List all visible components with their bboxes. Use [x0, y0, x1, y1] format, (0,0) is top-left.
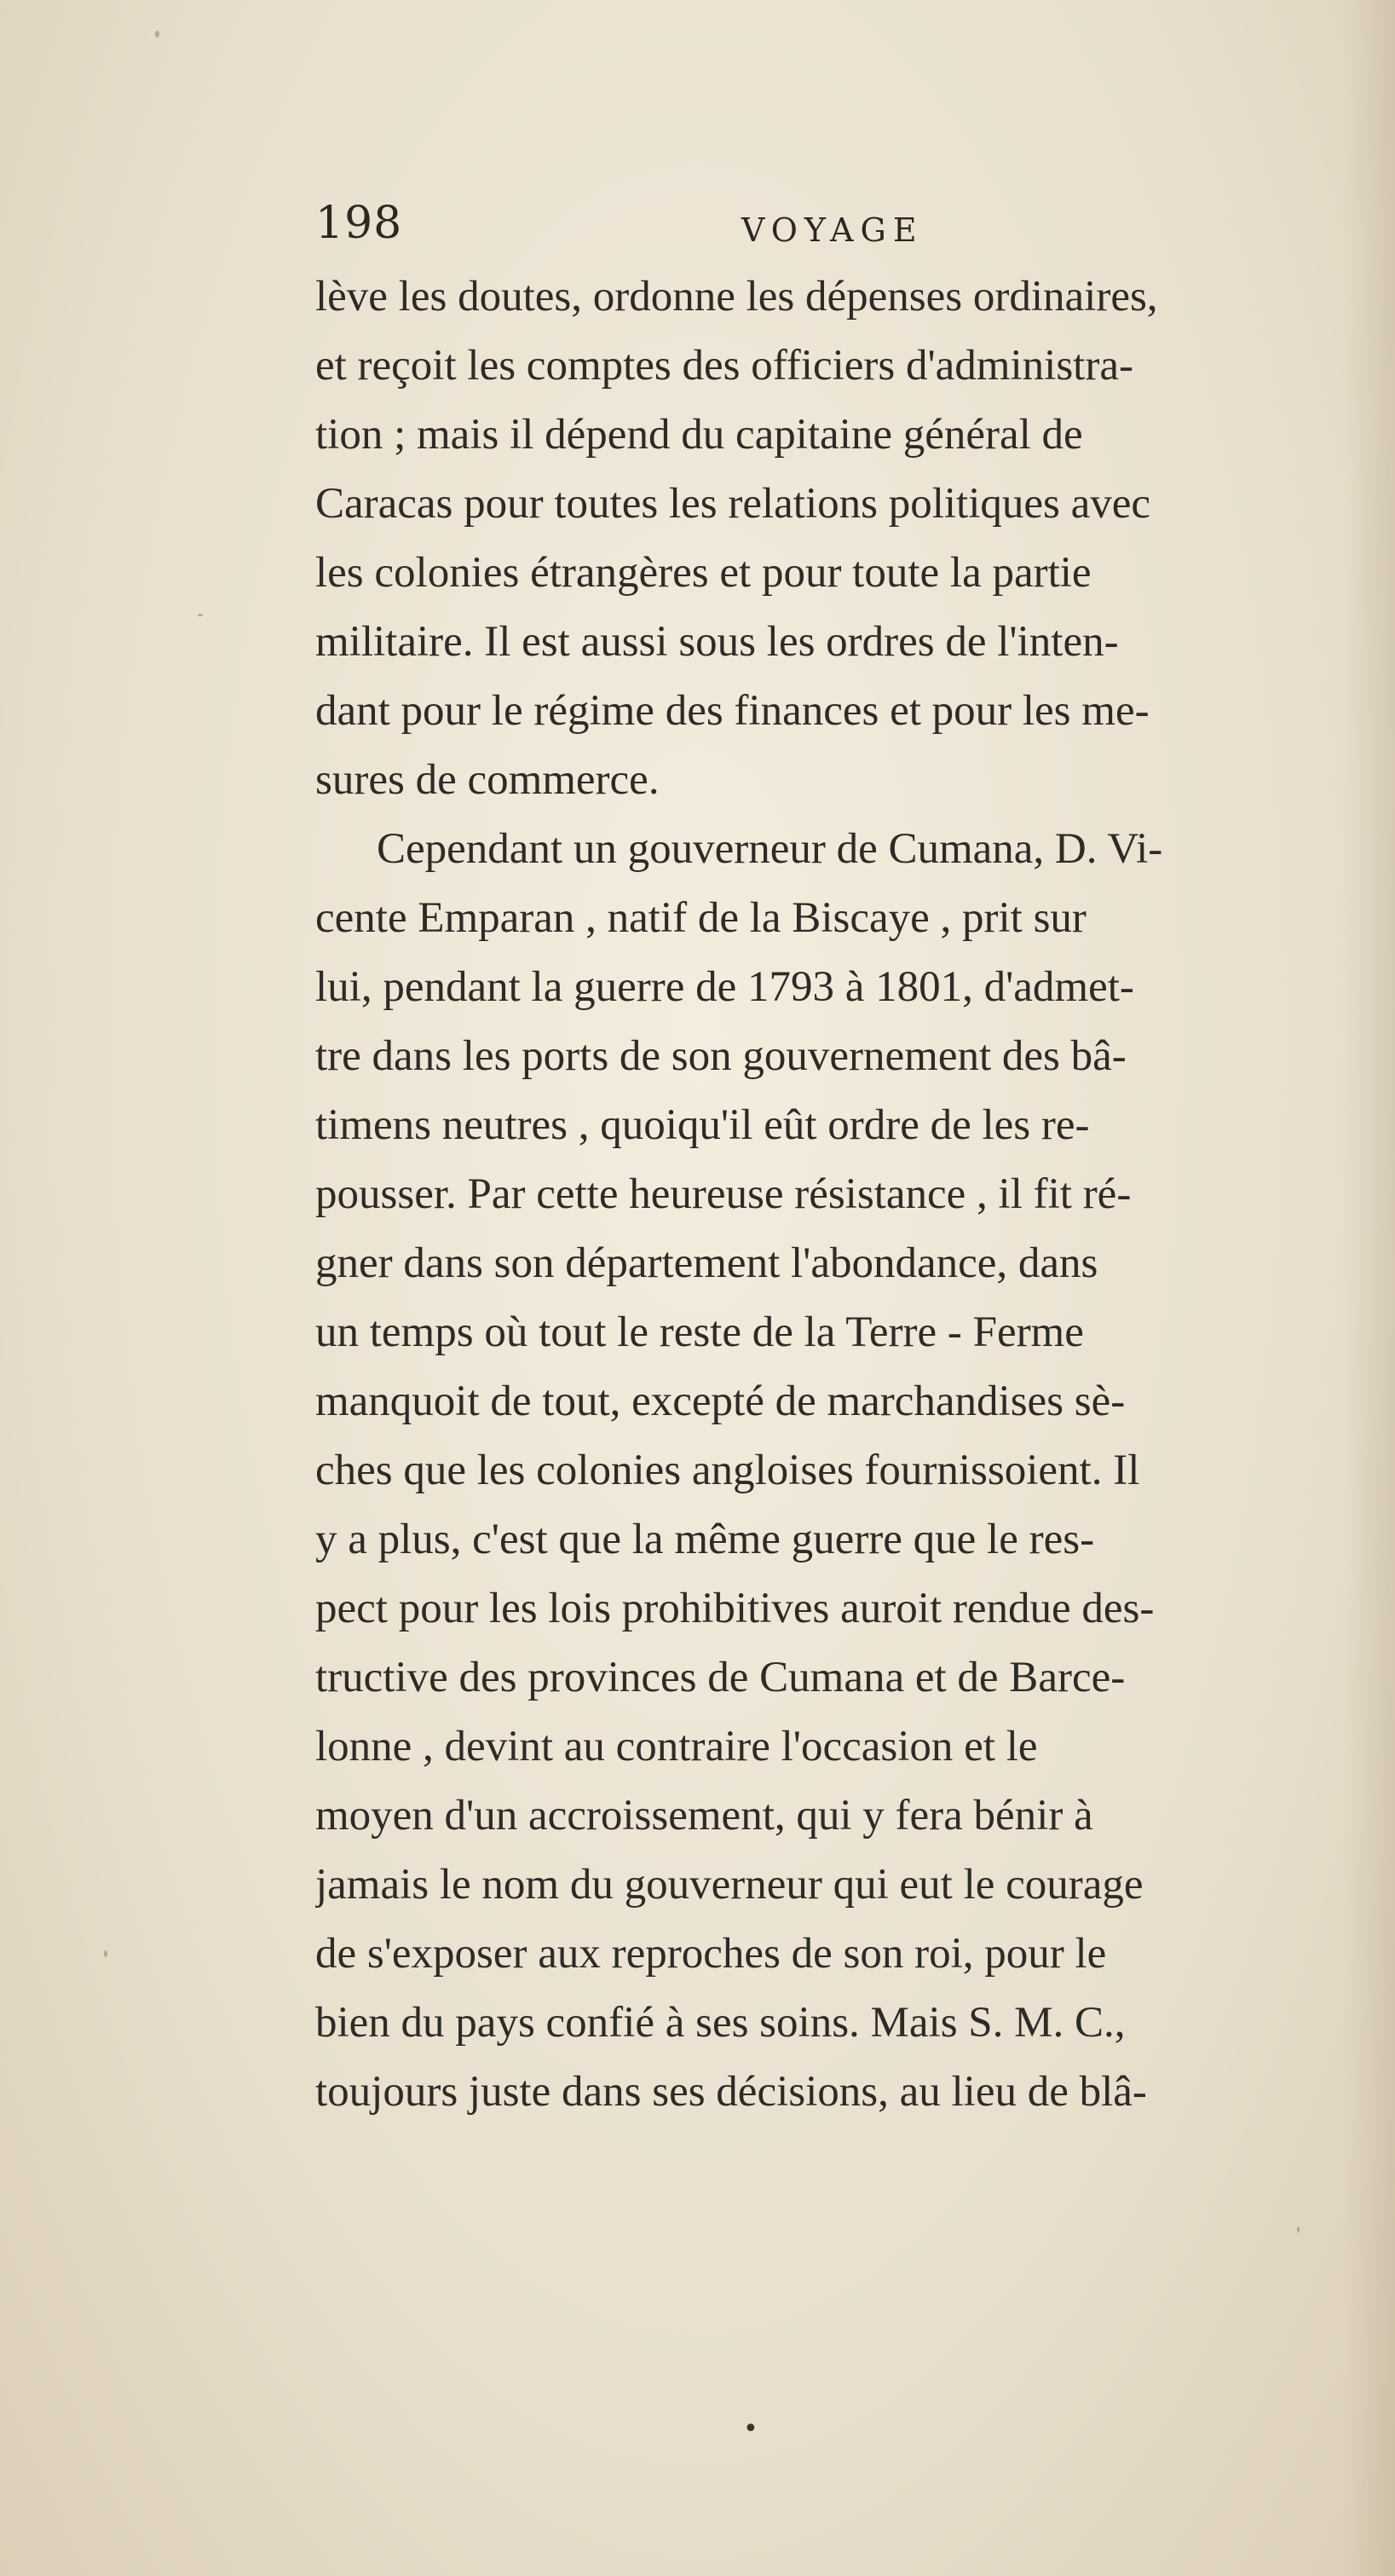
text-line: moyen d'un accroissement, qui y fera bénir à — [315, 1792, 1093, 1840]
text-line: les colonies étrangères et pour toute la partie — [315, 549, 1092, 597]
text-line: et reçoit les comptes des officiers d'administra- — [315, 342, 1133, 390]
text-line: dant pour le régime des finances et pour les me- — [315, 687, 1150, 735]
text-line: Caracas pour toutes les relations politiques avec — [315, 480, 1151, 528]
text-line: ches que les colonies angloises fournissoient. Il — [315, 1447, 1140, 1494]
text-line: tructive des provinces de Cumana et de Barce- — [315, 1654, 1126, 1701]
running-head: VOYAGE — [741, 211, 924, 249]
text-line: y a plus, c'est que la même guerre que le res- — [315, 1516, 1095, 1563]
text-line: cente Emparan , natif de la Biscaye , prit sur — [315, 894, 1087, 942]
text-line: toujours juste dans ses décisions, au lieu de blâ- — [315, 2068, 1147, 2116]
text-line: manquoit de tout, excepté de marchandises sè- — [315, 1378, 1126, 1425]
paragraph-start-line: Cependant un gouverneur de Cumana, D. Vi- — [377, 825, 1163, 873]
page-number: 198 — [315, 198, 403, 249]
text-line: pousser. Par cette heureuse résistance , il fit ré- — [315, 1170, 1132, 1218]
text-line: bien du pays confié à ses soins. Mais S. M. C., — [315, 1999, 1126, 2047]
text-line: militaire. Il est aussi sous les ordres de l'inten- — [315, 618, 1119, 666]
paper-speck — [155, 31, 159, 38]
paper-speck — [104, 1950, 107, 1957]
text-line: un temps où tout le reste de la Terre - Ferme — [315, 1308, 1084, 1356]
signature-mark: • — [743, 2414, 758, 2444]
paper-speck — [198, 614, 203, 616]
paper-speck — [1297, 2227, 1300, 2232]
text-line: pect pour les lois prohibitives auroit rendue des- — [315, 1585, 1155, 1632]
text-line: de s'exposer aux reproches de son roi, pour le — [315, 1930, 1107, 1978]
text-line: jamais le nom du gouverneur qui eut le courage — [315, 1861, 1144, 1909]
text-line: lui, pendant la guerre de 1793 à 1801, d'admet- — [315, 963, 1134, 1011]
text-line: sures de commerce. — [315, 756, 660, 804]
text-line: timens neutres , quoiqu'il eût ordre de les re- — [315, 1101, 1090, 1149]
text-line: gner dans son département l'abondance, dans — [315, 1239, 1098, 1287]
text-line: tion ; mais il dépend du capitaine général de — [315, 411, 1083, 459]
page-header — [315, 198, 1363, 266]
body-text — [315, 263, 1391, 2127]
text-line: lève les doutes, ordonne les dépenses ordinaires, — [315, 273, 1158, 321]
text-line: lonne , devint au contraire l'occasion et le — [315, 1723, 1038, 1770]
text-line: tre dans les ports de son gouvernement des bâ- — [315, 1032, 1127, 1080]
